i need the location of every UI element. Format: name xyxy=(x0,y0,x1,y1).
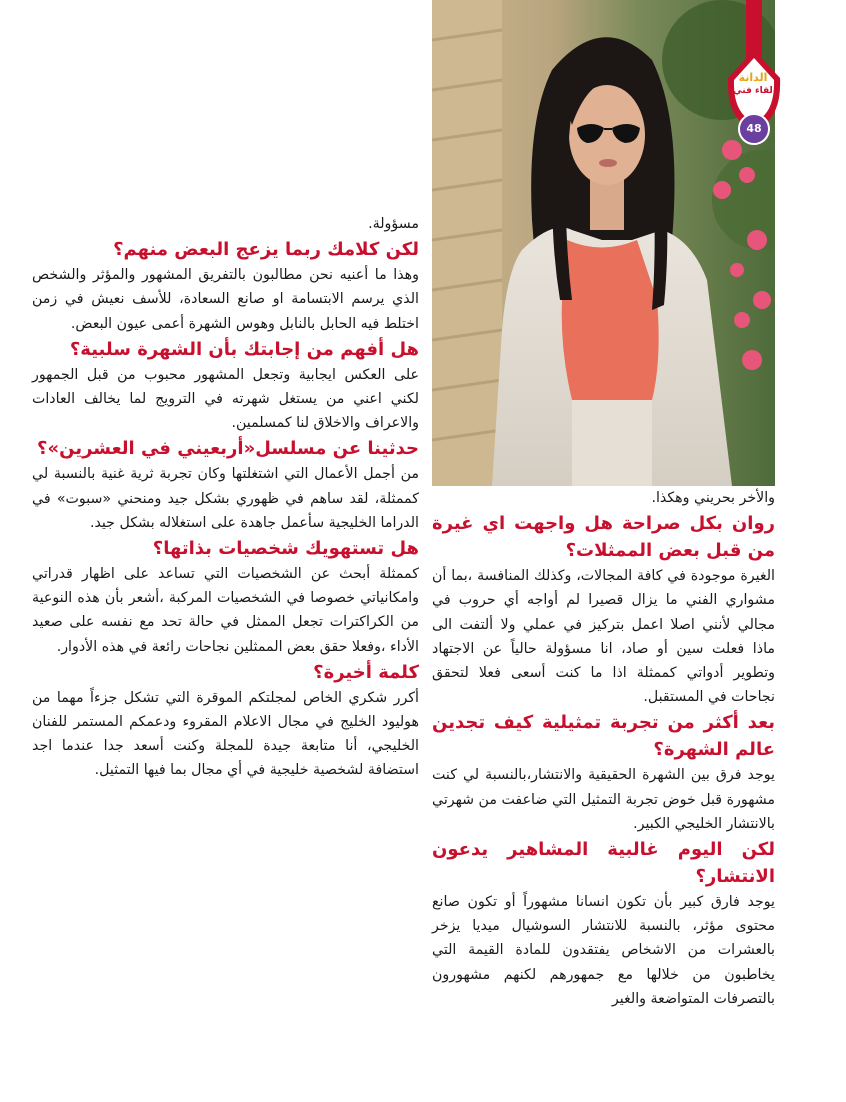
paragraph: وهذا ما أعنيه نحن مطالبون بالتفريق المشهور والمؤثر والشخص الذي يرسم الابتسامة او صانع السعادة، للأسف نعيش في زمن اختلط فيه الحابل بالنابل وهوس الشهرة أعمى عيون البعض. xyxy=(32,267,419,332)
paragraph: الغيرة موجودة في كافة المجالات، وكذلك المنافسة ،بما أن مشواري الفني ما يزال قصيرا لم أواجه أي حروب في مجالي لأنني اصلا اعمل بتركيز في عملي ولا ألتفت الى ماذا فعلت سين أو صاد، انا مسؤولة حالياً عن الاجتهاد وتطوير أدواتي كممثلة اذا ما كنت أسعى فعلا لتحقق نجاحات في المستقبل. xyxy=(432,568,775,706)
left-article-column xyxy=(32,212,419,783)
page-number: 48 xyxy=(738,113,770,145)
question-heading: هل أفهم من إجابتك بأن الشهرة سلبية؟ xyxy=(69,338,419,360)
question-heading: لكن كلامك ربما يزعج البعض منهم؟ xyxy=(113,239,419,261)
paragraph: يوجد فارق كبير بأن تكون انسانا مشهوراً أو تكون صانع محتوى مؤثر، بالنسبة للانتشار السوشيال ميديا يزخر بالعشرات من الاشخاص يفتقدون للمادة القيمة التي يخاطبون من خلالها مع جمهورهم لكنهم مشهورون بالتصرفات المتواضعة والغير xyxy=(432,894,775,1007)
question-heading: لكن اليوم غالبية المشاهير يدعون الانتشار؟ xyxy=(432,839,775,888)
question-heading: بعد أكثر من تجربة تمثيلية كيف تجدين عالم الشهرة؟ xyxy=(432,712,775,761)
paragraph: يوجد فرق بين الشهرة الحقيقية والانتشار،بالنسبة لي كنت مشهورة قبل خوض تجربة التمثيل التي ضاعفت من شهرتي بالانتشار الخليجي الكبير. xyxy=(432,767,775,832)
question-heading: حدثينا عن مسلسل«أربعيني في العشرين»؟ xyxy=(37,438,419,460)
question-heading: كلمة أخيرة؟ xyxy=(313,661,419,683)
paragraph: والأخر بحريني وهكذا. xyxy=(651,490,775,506)
paragraph: من أجمل الأعمال التي اشتغلتها وكان تجربة ثرية غنية بالنسبة لي كممثلة، لقد ساهم في ظهوري بشكل جيد ومنحني «سبوت» في الدراما الخليجية سأعمل جاهدة على استغلاله بشكل جيد. xyxy=(32,466,419,531)
magazine-brand: الدانة xyxy=(738,71,768,84)
right-article-column xyxy=(432,486,775,1011)
paragraph: كممثلة أبحث عن الشخصيات التي تساعد على اظهار قدراتي وامكانياتي خصوصا في الشخصيات المركبة ،أشعر بأن هذه النوعية من الكراكترات تجعل الممثل في حالة تحد مع نفسه على صعيد الأداء ،وفعلا حقق بعض الممثلين نجاحات رائعة في هذه الأدوار. xyxy=(32,566,419,655)
paragraph: أكرر شكري الخاص لمجلتكم الموقرة التي تشكل جزءاً مهما من هوليود الخليج في مجال الاعلام المقروء ودعمكم المستمر للفنان الخليجي، أنا متابعة جيدة للمجلة وكنت أسعد جدا عندما اجد استضافة لشخصية خليجية في أي مجال بما فيها التمثيل. xyxy=(32,689,419,779)
paragraph: مسؤولة. xyxy=(368,216,419,232)
section-label: لقاء فني xyxy=(733,86,773,96)
question-heading: روان بكل صراحة هل واجهت اي غيرة من قبل بعض الممثلات؟ xyxy=(432,513,775,562)
paragraph: على العكس ايجابية وتجعل المشهور محبوب من قبل الجمهور لكني اعني من يستغل شهرته في الترويج لما يخالف العادات والاعراف والاخلاق لنا كمسلمين. xyxy=(32,366,419,432)
question-heading: هل تستهويك شخصيات بذاتها؟ xyxy=(152,538,419,560)
